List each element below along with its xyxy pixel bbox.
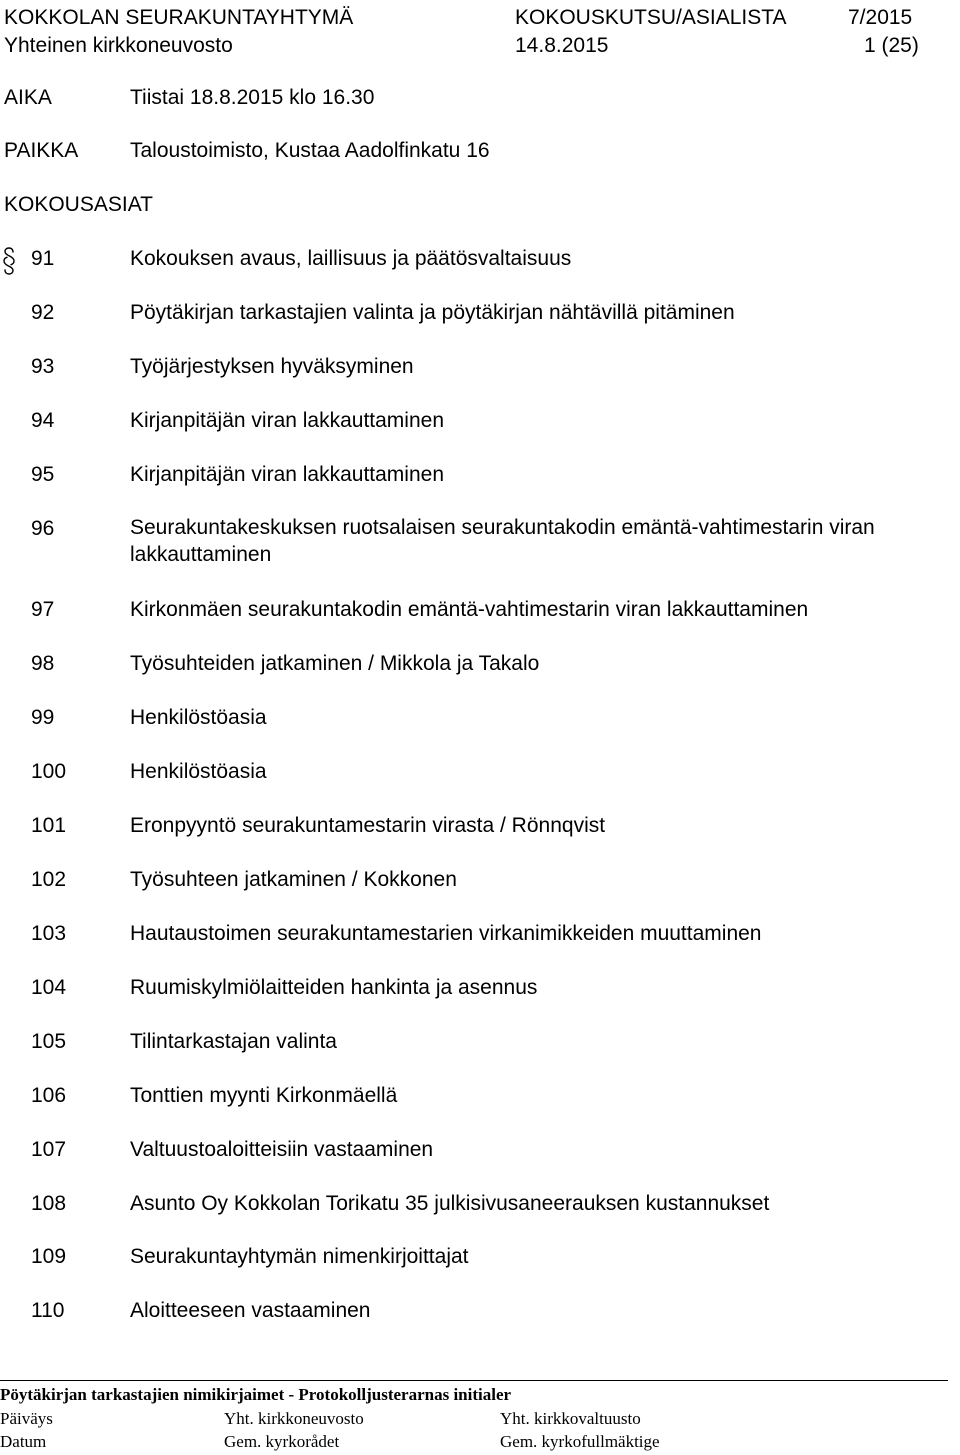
agenda-item-number: 110: [31, 1299, 65, 1322]
agenda-item-title: Asunto Oy Kokkolan Torikatu 35 julkisivusaneerauksen kustannukset: [130, 1192, 770, 1215]
agenda-item-title: Pöytäkirjan tarkastajien valinta ja pöytäkirjan nähtävillä pitäminen: [130, 301, 735, 324]
agenda-item-title: Henkilöstöasia: [130, 706, 267, 729]
agenda-item-title: Kirjanpitäjän viran lakkauttaminen: [130, 409, 445, 432]
agenda-item-title: Kirjanpitäjän viran lakkauttaminen: [130, 463, 445, 486]
agenda-item-title: Tilintarkastajan valinta: [130, 1030, 337, 1053]
footer-date-label-fi: Päiväys: [0, 1409, 53, 1428]
agenda-item-number: 103: [31, 922, 67, 945]
agenda-item-number: 94: [31, 409, 55, 432]
agenda-item-title: Työsuhteen jatkaminen / Kokkonen: [130, 868, 457, 891]
agenda-item-title: Kirkonmäen seurakuntakodin emäntä-vahtimestarin viran lakkauttaminen: [130, 598, 809, 621]
agenda-item-number: 91: [31, 247, 55, 270]
footer-title: Pöytäkirjan tarkastajien nimikirjaimet - Protokolljusterarnas initialer: [0, 1385, 512, 1404]
agenda-item-title: Aloitteeseen vastaaminen: [130, 1299, 371, 1322]
agenda-item-title: Valtuustoaloitteisiin vastaaminen: [130, 1138, 434, 1161]
agenda-item-number: 99: [31, 706, 55, 729]
agenda-item-number: 97: [31, 598, 55, 621]
footer-divider: [0, 1380, 948, 1381]
place-value: Taloustoimisto, Kustaa Aadolfinkatu 16: [130, 139, 490, 162]
agenda-item-number: 101: [31, 814, 67, 837]
footer-assembly-fi: Yht. kirkkovaltuusto: [500, 1409, 641, 1428]
footer-date-label-sv: Datum: [0, 1432, 47, 1451]
agenda-item-number: 92: [31, 301, 55, 324]
document-type: KOKOUSKUTSU/ASIALISTA: [515, 6, 787, 29]
footer-council-sv: Gem. kyrkorådet: [224, 1432, 340, 1451]
agenda-item-title: Henkilöstöasia: [130, 760, 267, 783]
organization-name: KOKKOLAN SEURAKUNTAYHTYMÄ: [4, 6, 354, 29]
agenda-item-title: Seurakuntayhtymän nimenkirjoittajat: [130, 1245, 469, 1268]
agenda-item-number: 109: [31, 1245, 67, 1268]
agenda-item-number: 102: [31, 868, 67, 891]
time-value: Tiistai 18.8.2015 klo 16.30: [130, 86, 375, 109]
agenda-item-number: 100: [31, 760, 67, 783]
time-label: AIKA: [4, 86, 52, 109]
document-date: 14.8.2015: [515, 34, 609, 57]
agenda-item-number: 98: [31, 652, 55, 675]
agenda-item-title: Hautaustoimen seurakuntamestarien virkanimikkeiden muuttaminen: [130, 922, 762, 945]
agenda-item-number: 105: [31, 1030, 67, 1053]
agenda-item-title: Eronpyyntö seurakuntamestarin virasta / Rönnqvist: [130, 814, 606, 837]
agenda-item-title: Työsuhteiden jatkaminen / Mikkola ja Takalo: [130, 652, 540, 675]
place-label: PAIKKA: [4, 139, 79, 162]
agenda-item-number: 95: [31, 463, 55, 486]
agenda-item-title: Kokouksen avaus, laillisuus ja päätösvaltaisuus: [130, 247, 572, 270]
governing-body: Yhteinen kirkkoneuvosto: [4, 34, 233, 57]
agenda-item-number: 106: [31, 1084, 67, 1107]
footer-council-fi: Yht. kirkkoneuvosto: [224, 1409, 364, 1428]
section-sign-icon: [2, 247, 16, 275]
agenda-item-number: 96: [31, 517, 55, 540]
agenda-item-number: 107: [31, 1138, 67, 1161]
agenda-heading: KOKOUSASIAT: [4, 193, 153, 216]
document-number: 7/2015: [848, 6, 913, 29]
agenda-item-number: 104: [31, 976, 67, 999]
agenda-item-title: Seurakuntakeskuksen ruotsalaisen seurakuntakodin emäntä-vahtimestarin viran lakkauttaminen: [130, 516, 875, 566]
agenda-item-title: Ruumiskylmiölaitteiden hankinta ja asennus: [130, 976, 538, 999]
agenda-item-number: 93: [31, 355, 55, 378]
page-number: 1 (25): [864, 34, 919, 57]
agenda-item-title: Tonttien myynti Kirkonmäellä: [130, 1084, 398, 1107]
agenda-item-title: Työjärjestyksen hyväksyminen: [130, 355, 414, 378]
agenda-item-number: 108: [31, 1192, 67, 1215]
footer-assembly-sv: Gem. kyrkofullmäktige: [500, 1432, 660, 1451]
